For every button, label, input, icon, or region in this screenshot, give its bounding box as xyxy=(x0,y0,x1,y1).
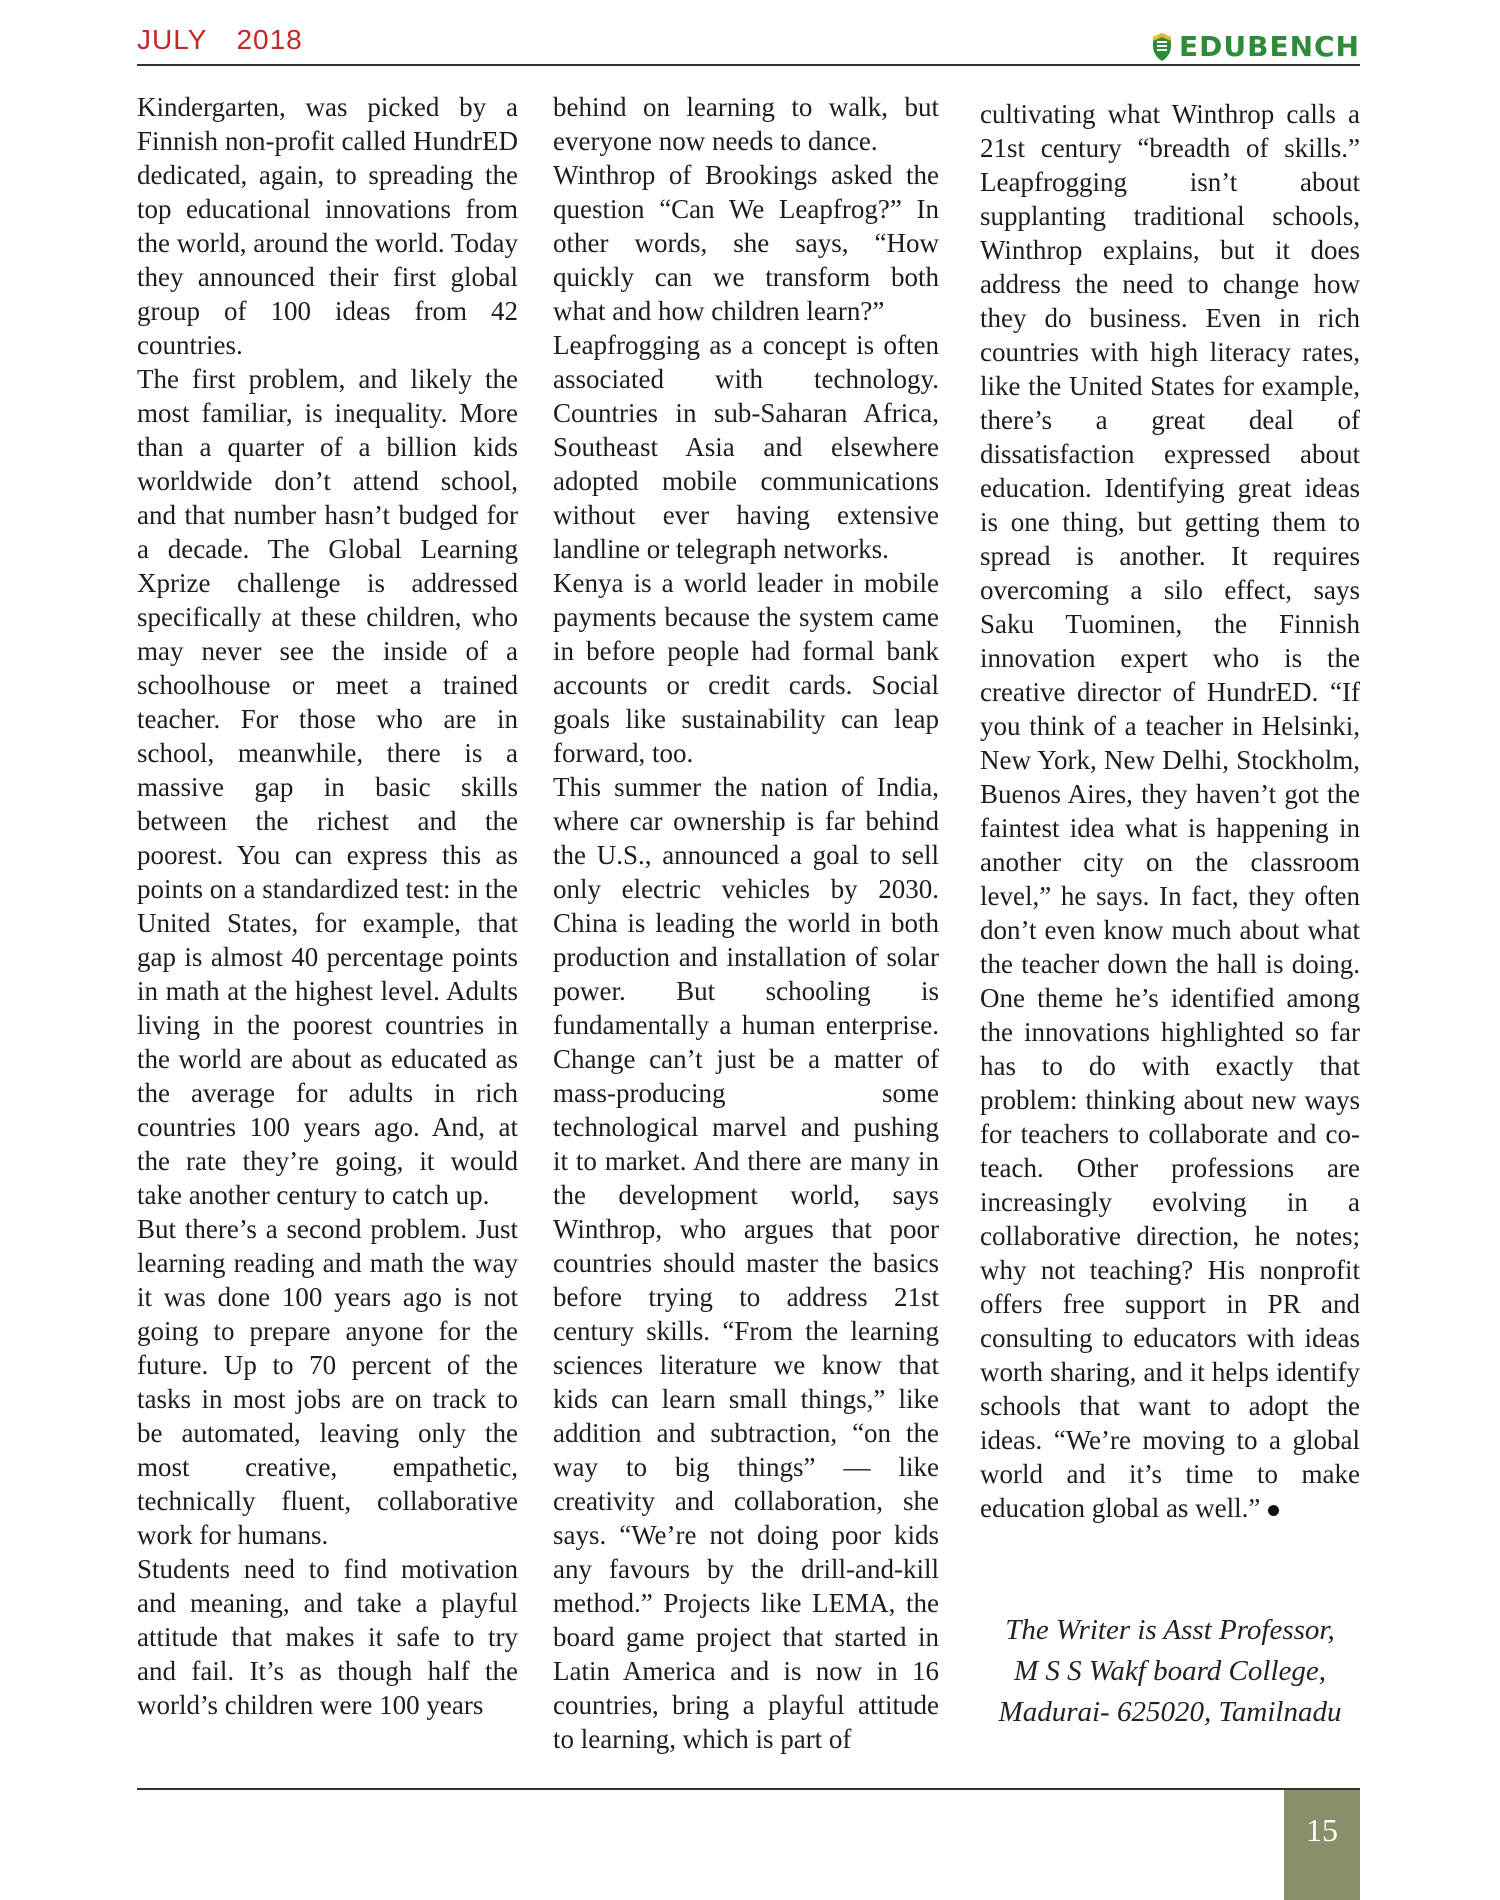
brand-logo xyxy=(1151,30,1360,63)
paragraph: behind on learning to walk, but everyone now needs to dance. xyxy=(553,92,939,156)
issue-date: JULY 2018 xyxy=(137,24,303,55)
page-number: 15 xyxy=(1306,1812,1338,1848)
paragraph-text: cultivating what Winthrop calls a 21st century “breadth of skills.” Leapfrogging isn’t about supplanting traditional schools, Winthrop explains, but it does address the need to change how they do business. Even in rich countries with high literacy rates, like the United States for example, there’s a great deal of dissatisfaction expressed about education. Identifying great ideas is one thing, but getting them to spread is another. It requires overcoming a silo effect, says Saku Tuominen, the Finnish innovation expert who is the creative director of HundrED. “If you think of a teacher in Helsinki, New York, New Delhi, Stockholm, Buenos Aires, they haven’t got the faintest idea what is happening in another city on the classroom level,” he says. In fact, they often don’t even know much about what the teacher down the hall is doing. One theme he’s identified among the innovations highlighted so far has to do with exactly that problem: thinking about new ways for teachers to collaborate and co-teach. Other professions are increasingly evolving in a collaborative direction, he notes; why not teaching? His nonprofit offers free support in PR and consulting to educators with ideas worth sharing, and it helps identify schools that want to adopt the ideas. “We’re moving to a global world and it’s time to make education global as well.” xyxy=(980,99,1360,1523)
shield-logo-icon xyxy=(1151,32,1173,62)
header-rule xyxy=(137,64,1360,66)
byline-line: Madurai- 625020, Tamilnadu xyxy=(998,1696,1342,1728)
paragraph: Winthrop of Brookings asked the question “Can We Leapfrog?” In other words, she says, “How quickly can we transform both what and how children learn?” xyxy=(553,160,939,326)
author-byline xyxy=(975,1610,1365,1733)
paragraph: This summer the nation of India, where car ownership is far behind the U.S., announced a goal to sell only electric vehicles by 2030. China is leading the world in both production and installation of solar power. But schooling is fundamentally a human enterprise. Change can’t just be a matter of mass-producing some technological marvel and pushing it to market. And there are many in the development world, says Winthrop, who argues that poor countries should master the basics before trying to address 21st century skills. “From the learning sciences literature we know that kids can learn small things,” like addition and subtraction, “on the way to big things” — like creativity and collaboration, she says. “We’re not doing poor kids any favours by the drill-and-kill method.” Projects like LEMA, the board game project that started in Latin America and is now in 16 countries, bring a playful attitude to learning, which is part of xyxy=(553,772,939,1754)
paragraph: Students need to find motivation and meaning, and take a playful attitude that makes it safe to try and fail. It’s as though half the world’s children were 100 years xyxy=(137,1554,518,1720)
paragraph: But there’s a second problem. Just learning reading and math the way it was done 100 years ago is not going to prepare anyone for the future. Up to 70 percent of the tasks in most jobs are on track to be automated, leaving only the most creative, empathetic, technically fluent, collaborative work for humans. xyxy=(137,1214,518,1550)
article-column-1 xyxy=(137,90,518,1722)
article-column-3 xyxy=(980,97,1360,1525)
paragraph: The first problem, and likely the most familiar, is inequality. More than a quarter of a billion kids worldwide don’t attend school, and that number hasn’t budged for a decade. The Global Learning Xprize challenge is addressed specifically at these children, who may never see the inside of a schoolhouse or meet a trained teacher. For those who are in school, meanwhile, there is a massive gap in basic skills between the richest and the poorest. You can express this as points on a standardized test: in the United States, for example, that gap is almost 40 percentage points in math at the highest level. Adults living in the poorest countries in the world are about as educated as the average for adults in rich countries 100 years ago. And, at the rate they’re going, it would take another century to catch up. xyxy=(137,364,518,1210)
brand-name: EDUBENCH xyxy=(1179,30,1360,63)
page-number-box xyxy=(1284,1790,1360,1900)
paragraph xyxy=(980,97,1360,1525)
paragraph: Leapfrogging as a concept is often associated with technology. Countries in sub-Saharan Africa, Southeast Asia and elsewhere adopted mobile communications without ever having extensive landline or telegraph networks. xyxy=(553,330,939,564)
footer-rule xyxy=(137,1788,1360,1790)
byline-line: The Writer is Asst Professor, xyxy=(1005,1614,1335,1646)
article-column-2 xyxy=(553,90,939,1756)
end-mark-icon xyxy=(1268,1505,1279,1516)
byline-line: M S S Wakf board College, xyxy=(1014,1655,1326,1687)
paragraph: Kindergarten, was picked by a Finnish non-profit called HundrED dedicated, again, to spreading the top educational innovations from the world, around the world. Today they announced their first global group of 100 ideas from 42 countries. xyxy=(137,92,518,360)
paragraph: Kenya is a world leader in mobile payments because the system came in before people had formal bank accounts or credit cards. Social goals like sustainability can leap forward, too. xyxy=(553,568,939,768)
